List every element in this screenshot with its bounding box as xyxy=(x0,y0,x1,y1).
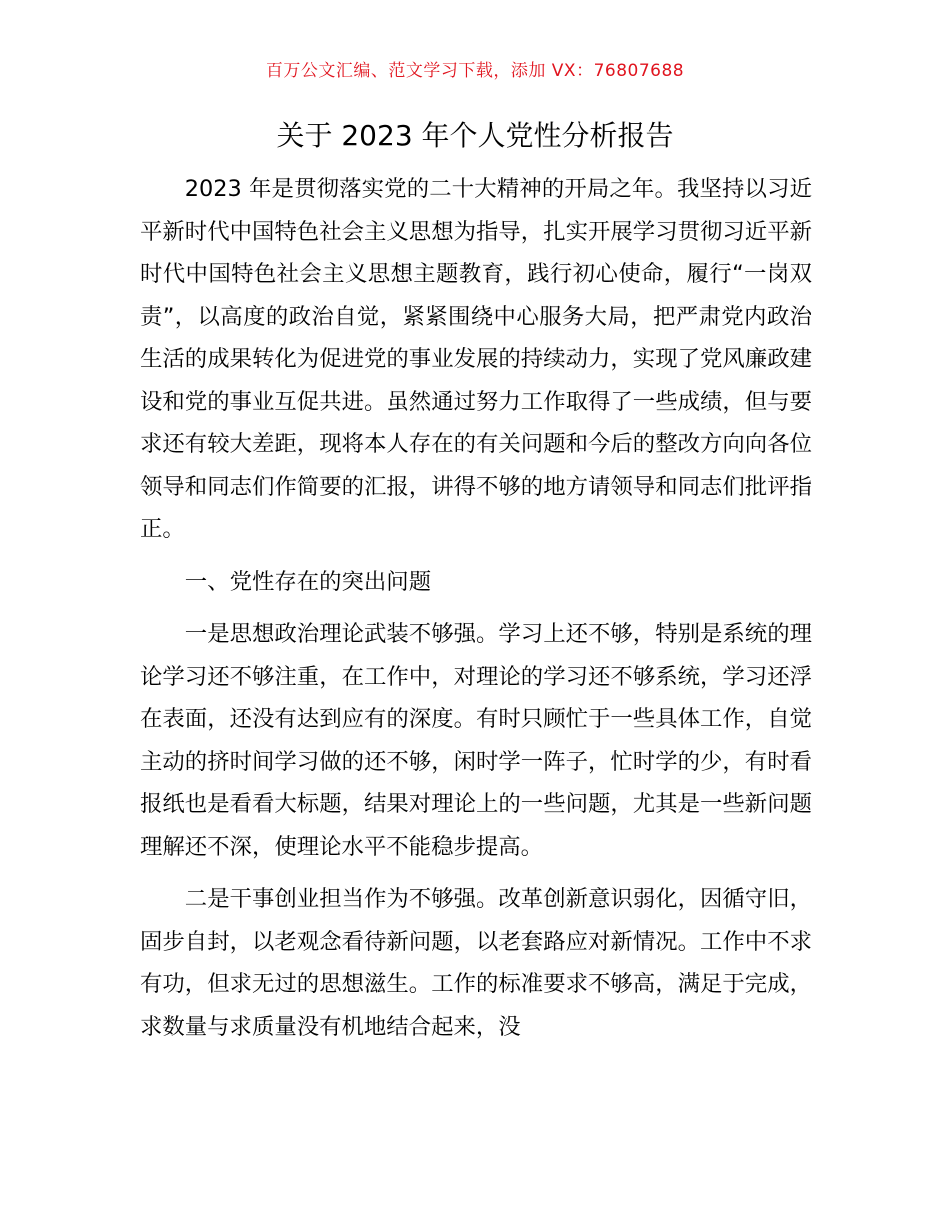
paragraph-intro: 2023 年是贯彻落实党的二十大精神的开局之年。我坚持以习近平新时代中国特色社会主义思想为指导，扎实开展学习贯彻习近平新时代中国特色社会主义思想主题教育，践行初心使命，履行“一岗双责”，以高度的政治自觉，紧紧围绕中心服务大局，把严肃党内政治生活的成果转化为促进党的事业发展的持续动力，实现了党风廉政建设和党的事业互促共进。虽然通过努力工作取得了一些成绩，但与要求还有较大差距，现将本人存在的有关问题和今后的整改方向向各位领导和同志们作简要的汇报，讲得不够的地方请领导和同志们批评指正。 xyxy=(140,176,812,542)
paragraph-problem-2: 二是干事创业担当作为不够强。改革创新意识弱化，因循守旧，固步自封，以老观念看待新问题，以老套路应对新情况。工作中不求有功，但求无过的思想滋生。工作的标准要求不够高，满足于完成，求数量与求质量没有机地结合起来，没 xyxy=(140,886,812,1040)
header-note: 百万公文汇编、范文学习下载，添加 VX：76807688 xyxy=(265,61,685,81)
document-title: 关于 2023 年个人党性分析报告 xyxy=(276,119,674,152)
paragraph-problem-1: 一是思想政治理论武装不够强。学习上还不够，特别是系统的理论学习还不够注重，在工作中，对理论的学习还不够系统，学习还浮在表面，还没有达到应有的深度。有时只顾忙于一些具体工作，自觉主动的挤时间学习做的还不够，闲时学一阵子，忙时学的少，有时看报纸也是看看大标题，结果对理论上的一些问题，尤其是一些新问题理解还不深，使理论水平不能稳步提高。 xyxy=(140,621,812,860)
section-heading: 一、党性存在的突出问题 xyxy=(184,568,432,595)
document-body xyxy=(140,168,812,1048)
